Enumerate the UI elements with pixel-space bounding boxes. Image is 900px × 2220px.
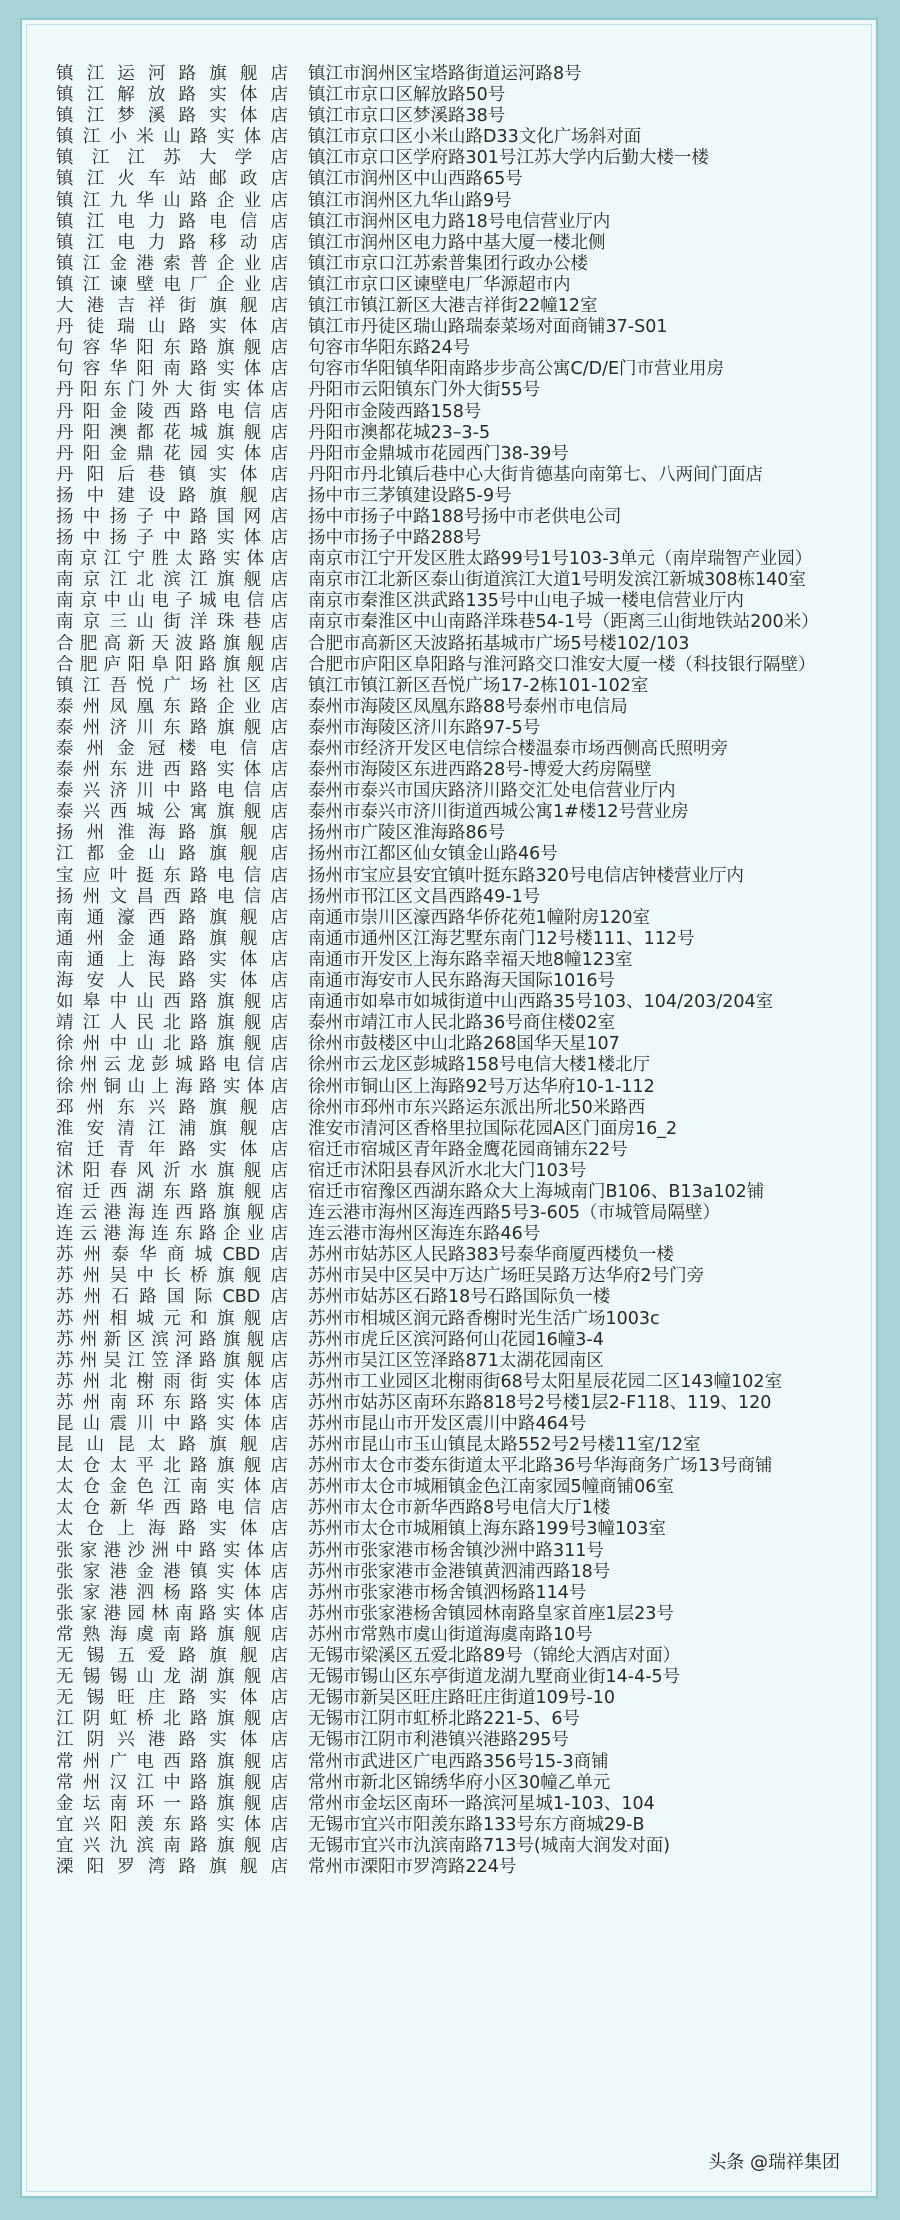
store-row (56, 718, 856, 739)
store-name: 苏州石路国际CBD店 (56, 1287, 288, 1308)
store-name: 苏州北榭雨街实体店 (56, 1371, 288, 1392)
store-address: 扬中市三茅镇建设路5-9号 (308, 485, 512, 506)
store-row (56, 549, 856, 570)
store-row (56, 1519, 856, 1540)
store-address: 苏州市太仓市城厢镇金色江南家园5幢商铺06室 (308, 1477, 674, 1498)
store-address: 镇江市丹徒区瑞山路瑞泰菜场对面商铺37-S01 (308, 317, 668, 338)
store-name: 如皋中山西路旗舰店 (56, 992, 288, 1013)
store-address: 句容市华阳镇华阳南路步步高公寓C/D/E门市营业用房 (308, 359, 725, 380)
store-address: 丹阳市云阳镇东门外大街55号 (308, 380, 541, 401)
store-row (56, 1330, 856, 1351)
store-row (56, 1477, 856, 1498)
store-address: 句容市华阳东路24号 (308, 338, 471, 359)
store-row (56, 1077, 856, 1098)
store-row (56, 1794, 856, 1815)
store-row (56, 1836, 856, 1857)
store-row (56, 971, 856, 992)
store-row (56, 1857, 856, 1878)
store-row (56, 148, 856, 169)
store-address: 苏州市姑苏区人民路383号泰华商厦西楼负一楼 (308, 1245, 674, 1266)
store-row (56, 1562, 856, 1583)
store-row (56, 1815, 856, 1836)
store-address: 南京市秦淮区洪武路135号中山电子城一楼电信营业厅内 (308, 591, 744, 612)
store-name: 江都金山路旗舰店 (56, 844, 288, 865)
store-name: 宿迁青年路实体店 (56, 1139, 288, 1160)
store-row (56, 1625, 856, 1646)
store-address: 丹阳市澳都花城23–3-5 (308, 422, 491, 443)
store-row (56, 1140, 856, 1161)
store-name: 江阴虹桥北路旗舰店 (56, 1709, 288, 1730)
store-name: 昆山昆太路旗舰店 (56, 1435, 288, 1456)
store-address: 扬中市扬子中路188号扬中市老供电公司 (308, 506, 622, 527)
store-row (56, 507, 856, 528)
store-name: 镇江吾悦广场社区店 (56, 675, 288, 696)
store-name: 南京江北滨江旗舰店 (56, 570, 288, 591)
store-address: 无锡市江阴市利港镇兴港路295号 (308, 1730, 569, 1751)
store-name: 连云港海连西路旗舰店 (56, 1203, 288, 1224)
store-row (56, 1287, 856, 1308)
store-row (56, 1773, 856, 1794)
store-name: 太仓新华西路电信店 (56, 1498, 288, 1519)
store-name: 泰州金冠楼电信店 (56, 739, 288, 759)
store-name: 太仓上海路实体店 (56, 1519, 288, 1540)
store-address: 扬州市广陵区淮海路86号 (308, 823, 506, 844)
store-row (56, 423, 856, 444)
store-address: 苏州市昆山市开发区震川中路464号 (308, 1414, 587, 1434)
store-name: 泰州东进西路实体店 (56, 760, 288, 781)
store-address: 镇江市润州区电力路中基大厦一楼北侧 (308, 232, 606, 253)
store-name: 无锡锡山龙湖旗舰店 (56, 1667, 288, 1688)
store-address: 无锡市宜兴市氿滨南路713号(城南大润发对面) (308, 1835, 671, 1856)
store-name: 镇江火车站邮政店 (56, 169, 288, 190)
store-address: 扬州市江都区仙女镇金山路46号 (308, 844, 558, 865)
store-address: 苏州市姑苏区石路18号石路国际负一楼 (308, 1287, 611, 1308)
store-row (56, 866, 856, 887)
store-row (56, 908, 856, 929)
store-row (56, 1161, 856, 1182)
store-row (56, 380, 856, 401)
store-name: 镇江谏壁电厂企业店 (56, 274, 288, 295)
store-row (56, 1730, 856, 1751)
store-address: 泰州市海陵区济川东路97-5号 (308, 717, 541, 738)
store-row (56, 1098, 856, 1119)
store-address: 镇江市京口区小米山路D33文化广场斜对面 (308, 127, 642, 148)
store-name: 太仓太平北路旗舰店 (56, 1456, 288, 1477)
store-address: 扬州市宝应县安宜镇叶挺东路320号电信店钟楼营业厅内 (308, 865, 744, 886)
store-list (56, 64, 856, 1878)
store-row (56, 1203, 856, 1224)
store-name: 镇江运河路旗舰店 (56, 64, 288, 84)
store-name: 南京江宁胜太路实体店 (56, 549, 288, 570)
store-row (56, 591, 856, 612)
store-row (56, 233, 856, 254)
store-address: 镇江市京口区解放路50号 (308, 85, 506, 106)
store-address: 镇江市润州区中山西路65号 (308, 169, 523, 190)
store-name: 无锡五爱路旗舰店 (56, 1646, 288, 1667)
store-address: 常州市金坛区南环一路滨河星城1-103、104 (308, 1793, 655, 1814)
store-name: 宜兴阳羡东路实体店 (56, 1814, 288, 1835)
store-address: 丹阳市金陵西路158号 (308, 401, 482, 422)
store-name: 泰兴济川中路电信店 (56, 781, 288, 802)
store-row (56, 1456, 856, 1477)
store-address: 泰州市泰兴市济川街道西城公寓1#楼12号营业房 (308, 802, 689, 823)
store-address: 泰州市海陵区凤凰东路88号泰州市电信局 (308, 696, 628, 717)
store-address: 宿迁市宿豫区西湖东路众大上海城南门B106、B13a102铺 (308, 1181, 765, 1202)
store-address: 镇江市镇江新区吾悦广场17-2栋101-102室 (308, 675, 649, 696)
store-row (56, 1646, 856, 1667)
store-name: 沭阳春风沂水旗舰店 (56, 1160, 288, 1181)
store-address: 徐州市铜山区上海路92号万达华府10-1-112 (308, 1076, 655, 1097)
store-address: 南通市通州区江海艺墅东南门12号楼111、112号 (308, 928, 695, 949)
store-name: 镇江金港索普企业店 (56, 253, 288, 274)
store-name: 合肥高新天波路旗舰店 (56, 633, 288, 654)
store-address: 苏州市张家港市杨舍镇沙洲中路311号 (308, 1540, 604, 1561)
store-address: 镇江市润州区九华山路9号 (308, 190, 512, 211)
store-name: 镇江江苏大学店 (56, 148, 288, 169)
store-row (56, 1245, 856, 1266)
store-name: 张家港园林南路实体店 (56, 1603, 288, 1624)
store-name: 镇江电力路电信店 (56, 211, 288, 232)
store-name: 扬州文昌西路电信店 (56, 886, 288, 907)
store-name: 徐州中山北路旗舰店 (56, 1034, 288, 1055)
store-row (56, 570, 856, 591)
store-row (56, 465, 856, 486)
store-row (56, 296, 856, 317)
store-address: 常州市新北区锦绣华府小区30幢乙单元 (308, 1772, 611, 1793)
store-address: 扬州市邗江区文昌西路49-1号 (308, 886, 541, 907)
store-row (56, 1224, 856, 1245)
store-name: 镇江电力路移动店 (56, 232, 288, 253)
store-name: 淮安清江浦旗舰店 (56, 1118, 288, 1139)
store-address: 南通市崇川区濠西路华侨花苑1幢附房120室 (308, 907, 651, 928)
store-name: 合肥庐阳阜阳路旗舰店 (56, 654, 288, 675)
store-name: 苏州吴江笠泽路旗舰店 (56, 1350, 288, 1371)
store-name: 无锡旺庄路实体店 (56, 1688, 288, 1709)
store-address: 苏州市相城区润元路香榭时光生活广场1003c (308, 1308, 660, 1329)
store-row (56, 1752, 856, 1773)
store-address: 徐州市云龙区彭城路158号电信大楼1楼北厅 (308, 1055, 651, 1076)
store-address: 徐州市鼓楼区中山北路268国华天星107 (308, 1034, 620, 1055)
store-name: 张家港金港镇实体店 (56, 1561, 288, 1582)
store-address: 镇江市京口区谏壁电厂华源超市内 (308, 274, 571, 295)
store-name: 扬中扬子中路国网店 (56, 506, 288, 527)
store-row (56, 444, 856, 465)
store-address: 泰州市海陵区东进西路28号-博爱大药房隔壁 (308, 760, 652, 781)
store-name: 邳州东兴路旗舰店 (56, 1097, 288, 1118)
store-name: 通州金通路旗舰店 (56, 928, 288, 949)
store-address: 苏州市昆山市玉山镇昆太路552号2号楼11室/12室 (308, 1435, 701, 1456)
store-row (56, 887, 856, 908)
store-row (56, 1309, 856, 1330)
store-name: 南京三山街洋珠巷店 (56, 612, 288, 633)
store-list-card (20, 18, 878, 2198)
store-address: 南京市江北新区泰山街道滨江大道1号明发滨江新城308栋140室 (308, 570, 806, 591)
store-name: 扬中扬子中路实体店 (56, 528, 288, 549)
store-row (56, 697, 856, 718)
store-row (56, 992, 856, 1013)
store-name: 宜兴氿滨南路旗舰店 (56, 1835, 288, 1856)
store-address: 常州市溧阳市罗湾路224号 (308, 1856, 517, 1877)
store-name: 徐州铜山上海路实体店 (56, 1076, 288, 1097)
store-address: 南通市海安市人民东路海天国际1016号 (308, 971, 616, 992)
store-row (56, 1498, 856, 1519)
store-name: 徐州云龙彭城路电信店 (56, 1055, 288, 1076)
store-name: 苏州泰华商城CBD店 (56, 1245, 288, 1266)
store-row (56, 191, 856, 212)
store-row (56, 212, 856, 233)
store-address: 无锡市新吴区旺庄路旺庄街道109号-10 (308, 1688, 615, 1709)
store-row (56, 1372, 856, 1393)
store-address: 南京市秦淮区中山南路洋珠巷54-1号（距离三山街地铁站200米） (308, 612, 819, 633)
store-row (56, 676, 856, 697)
store-name: 丹阳金鼎花园实体店 (56, 443, 288, 464)
store-row (56, 655, 856, 676)
store-row (56, 1688, 856, 1709)
store-row (56, 317, 856, 338)
store-row (56, 781, 856, 802)
store-name: 苏州新区滨河路旗舰店 (56, 1329, 288, 1350)
store-row (56, 1435, 856, 1456)
store-address: 泰州市经济开发区电信综合楼温泰市场西侧高氏照明旁 (308, 739, 728, 759)
store-row (56, 1266, 856, 1287)
store-name: 海安人民路实体店 (56, 971, 288, 992)
store-row (56, 1055, 856, 1076)
store-address: 南通市开发区上海东路幸福天地8幢123室 (308, 949, 633, 970)
store-row (56, 950, 856, 971)
store-row (56, 1393, 856, 1414)
store-address: 南通市如皋市如城街道中山西路35号103、104/203/204室 (308, 992, 774, 1013)
store-name: 扬中建设路旗舰店 (56, 485, 288, 506)
store-row (56, 1583, 856, 1604)
store-address: 苏州市张家港杨舍镇园林南路皇家首座1层23号 (308, 1603, 674, 1624)
store-address: 合肥市庐阳区阜阳路与淮河路交口淮安大厦一楼（科技银行隔壁） (308, 654, 816, 675)
store-row (56, 169, 856, 190)
store-name: 常州汉江中路旗舰店 (56, 1772, 288, 1793)
store-address: 南京市江宁开发区胜太路99号1号103-3单元（南岸瑞智产业园） (308, 549, 813, 570)
store-address: 镇江市镇江新区大港吉祥街22幢12室 (308, 296, 598, 317)
store-name: 溧阳罗湾路旗舰店 (56, 1856, 288, 1877)
store-name: 镇江解放路实体店 (56, 85, 288, 106)
store-name: 丹阳后巷镇实体店 (56, 464, 288, 485)
store-name: 金坛南环一路旗舰店 (56, 1793, 288, 1814)
store-name: 太仓金色江南实体店 (56, 1477, 288, 1498)
store-row (56, 1119, 856, 1140)
store-row (56, 1667, 856, 1688)
store-row (56, 254, 856, 275)
store-name: 句容华阳南路实体店 (56, 359, 288, 380)
store-address: 丹阳市金鼎城市花园西门38-39号 (308, 443, 569, 464)
store-name: 南通濠西路旗舰店 (56, 907, 288, 928)
store-address: 苏州市太仓市城厢镇上海东路199号3幢103室 (308, 1519, 666, 1540)
store-address: 苏州市张家港市杨舍镇泗杨路114号 (308, 1582, 587, 1603)
store-address: 淮安市清河区香格里拉国际花园A区门面房16_2 (308, 1118, 678, 1139)
store-address: 无锡市宜兴市阳羡东路133号东方商城29-B (308, 1814, 645, 1835)
store-address: 徐州市邳州市东兴路运东派出所北50米路西 (308, 1097, 646, 1118)
store-name: 靖江人民北路旗舰店 (56, 1013, 288, 1034)
store-address: 苏州市虎丘区滨河路何山花园16幢3-4 (308, 1329, 604, 1350)
store-row (56, 1351, 856, 1372)
store-address: 苏州市工业园区北榭雨街68号太阳星辰花园二区143幢102室 (308, 1371, 783, 1392)
store-name: 常熟海虞南路旗舰店 (56, 1624, 288, 1645)
store-address: 镇江市润州区宝塔路街道运河路8号 (308, 64, 582, 84)
store-address: 宿迁市沭阳县春风沂水北大门103号 (308, 1160, 587, 1181)
store-name: 苏州相城元和旗舰店 (56, 1308, 288, 1329)
store-address: 无锡市锡山区东亭街道龙湖九墅商业街14-4-5号 (308, 1667, 681, 1688)
store-name: 宝应叶挺东路电信店 (56, 865, 288, 886)
store-row (56, 127, 856, 148)
store-address: 镇江市京口区学府路301号江苏大学内后勤大楼一楼 (308, 148, 709, 169)
store-name: 宿迁西湖东路旗舰店 (56, 1181, 288, 1202)
store-address: 苏州市太仓市娄东街道太平北路36号华海商务广场13号商铺 (308, 1456, 773, 1477)
store-address: 连云港市海州区海连西路5号3-605（市城管局隔壁） (308, 1203, 720, 1224)
store-row (56, 1034, 856, 1055)
store-address: 扬中市扬子中路288号 (308, 528, 482, 549)
store-address: 连云港市海州区海连东路46号 (308, 1224, 541, 1245)
store-name: 丹阳东门外大街实体店 (56, 380, 288, 401)
store-address: 合肥市高新区天波路拓基城市广场5号楼102/103 (308, 633, 690, 654)
store-row (56, 85, 856, 106)
store-name: 昆山震川中路实体店 (56, 1414, 288, 1434)
store-address: 苏州市常熟市虞山街道海虞南路10号 (308, 1624, 593, 1645)
store-row (56, 64, 856, 85)
store-name: 大港吉祥街旗舰店 (56, 296, 288, 317)
store-row (56, 528, 856, 549)
store-row (56, 634, 856, 655)
store-row (56, 106, 856, 127)
store-row (56, 1604, 856, 1625)
store-name: 张家港沙洲中路实体店 (56, 1540, 288, 1561)
store-row (56, 1414, 856, 1435)
store-row (56, 359, 856, 380)
store-address: 镇江市润州区电力路18号电信营业厅内 (308, 211, 611, 232)
store-address: 丹阳市丹北镇后巷中心大街肯德基向南第七、八两间门面店 (308, 464, 763, 485)
store-row (56, 1709, 856, 1730)
store-row (56, 1182, 856, 1203)
store-name: 张家港泗杨路实体店 (56, 1582, 288, 1603)
store-address: 苏州市张家港市金港镇黄泗浦西路18号 (308, 1561, 611, 1582)
store-address: 泰州市泰兴市国庆路济川路交汇处电信营业厅内 (308, 781, 676, 802)
store-name: 连云港海连东路企业店 (56, 1224, 288, 1245)
store-address: 镇江市京口江苏索普集团行政办公楼 (308, 253, 588, 274)
store-row (56, 1541, 856, 1562)
store-address: 泰州市靖江市人民北路36号商住楼02室 (308, 1013, 616, 1034)
store-row (56, 802, 856, 823)
store-name: 镇江小米山路实体店 (56, 127, 288, 148)
store-row (56, 929, 856, 950)
store-name: 泰州济川东路旗舰店 (56, 717, 288, 738)
store-name: 南通上海路实体店 (56, 949, 288, 970)
store-address: 镇江市京口区梦溪路38号 (308, 106, 506, 127)
store-name: 镇江九华山路企业店 (56, 190, 288, 211)
store-address: 常州市武进区广电西路356号15-3商铺 (308, 1751, 609, 1772)
store-name: 苏州南环东路实体店 (56, 1392, 288, 1413)
store-row (56, 275, 856, 296)
store-name: 常州广电西路旗舰店 (56, 1751, 288, 1772)
store-row (56, 486, 856, 507)
store-address: 苏州市吴中区吴中万达广场旺吴路万达华府2号门旁 (308, 1266, 705, 1287)
store-row (56, 338, 856, 359)
store-address: 苏州市姑苏区南环东路818号2号楼1层2-F118、119、120 (308, 1392, 772, 1413)
store-address: 苏州市吴江区笠泽路871太湖花园南区 (308, 1350, 604, 1371)
store-name: 丹阳澳都花城旗舰店 (56, 422, 288, 443)
store-name: 南京中山电子城电信店 (56, 591, 288, 612)
store-row (56, 760, 856, 781)
store-address: 无锡市梁溪区五爱北路89号（锦纶大酒店对面） (308, 1646, 681, 1667)
store-address: 无锡市江阴市虹桥北路221-5、6号 (308, 1709, 580, 1730)
store-name: 苏州吴中长桥旗舰店 (56, 1266, 288, 1287)
store-address: 宿迁市宿城区青年路金鹰花园商铺东22号 (308, 1139, 628, 1160)
store-name: 泰州凤凰东路企业店 (56, 696, 288, 717)
store-name: 镇江梦溪路实体店 (56, 106, 288, 127)
store-name: 扬州淮海路旗舰店 (56, 823, 288, 844)
watermark-credit: 头条 @瑞祥集团 (708, 2152, 840, 2173)
store-name: 泰兴西城公寓旗舰店 (56, 802, 288, 823)
store-row (56, 844, 856, 865)
store-row (56, 1013, 856, 1034)
store-row (56, 739, 856, 760)
store-name: 江阴兴港路实体店 (56, 1730, 288, 1751)
store-row (56, 823, 856, 844)
store-address: 苏州市太仓市新华西路8号电信大厅1楼 (308, 1498, 611, 1519)
store-row (56, 612, 856, 633)
store-name: 丹阳金陵西路电信店 (56, 401, 288, 422)
store-name: 句容华阳东路旗舰店 (56, 338, 288, 359)
store-name: 丹徒瑞山路实体店 (56, 317, 288, 338)
store-row (56, 402, 856, 423)
